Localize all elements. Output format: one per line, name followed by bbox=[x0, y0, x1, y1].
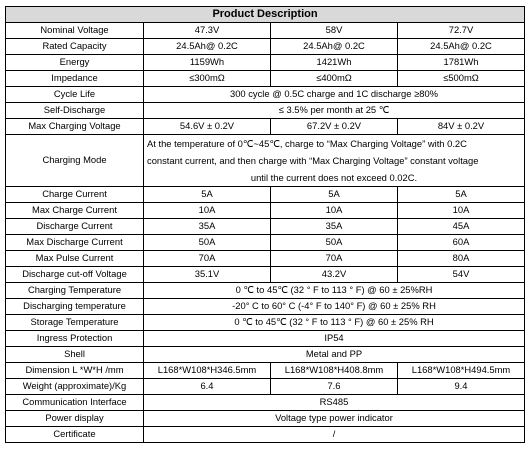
row-value: 10A bbox=[144, 203, 271, 219]
table-row bbox=[6, 267, 525, 283]
row-value-merged: ≤ 3.5% per month at 25 ℃ bbox=[144, 103, 525, 119]
table-row bbox=[6, 411, 525, 427]
row-value: 24.5Ah@ 0.2C bbox=[144, 39, 271, 55]
row-label: Storage Temperature bbox=[6, 315, 144, 331]
table-row bbox=[6, 23, 525, 39]
row-value: 54.6V ± 0.2V bbox=[144, 119, 271, 135]
table-row bbox=[6, 347, 525, 363]
row-value: 5A bbox=[144, 187, 271, 203]
table-row bbox=[6, 55, 525, 71]
row-value: 24.5Ah@ 0.2C bbox=[398, 39, 525, 55]
row-label: Nominal Voltage bbox=[6, 23, 144, 39]
row-value: 35.1V bbox=[144, 267, 271, 283]
row-value: 5A bbox=[271, 187, 398, 203]
row-label: Impedance bbox=[6, 71, 144, 87]
row-value: ≤400mΩ bbox=[271, 71, 398, 87]
row-value: 43.2V bbox=[271, 267, 398, 283]
charging-mode-line: At the temperature of 0℃~45℃, charge to “Max Charging Voltage” with 0.2C bbox=[147, 138, 467, 149]
row-label: Shell bbox=[6, 347, 144, 363]
row-label: Discharge cut-off Voltage bbox=[6, 267, 144, 283]
row-label: Power display bbox=[6, 411, 144, 427]
row-value-merged: IP54 bbox=[144, 331, 525, 347]
row-value: 1781Wh bbox=[398, 55, 525, 71]
table-body bbox=[6, 23, 525, 443]
row-value: L168*W108*H346.5mm bbox=[144, 363, 271, 379]
table-row bbox=[6, 395, 525, 411]
row-value: 10A bbox=[398, 203, 525, 219]
row-value: 10A bbox=[271, 203, 398, 219]
table-row bbox=[6, 87, 525, 103]
row-value: ≤500mΩ bbox=[398, 71, 525, 87]
row-label: Cycle Life bbox=[6, 87, 144, 103]
table-row bbox=[6, 203, 525, 219]
row-value: 80A bbox=[398, 251, 525, 267]
row-value: 24.5Ah@ 0.2C bbox=[271, 39, 398, 55]
row-value: 9.4 bbox=[398, 379, 525, 395]
table-row bbox=[6, 135, 525, 187]
table-row bbox=[6, 283, 525, 299]
table-row bbox=[6, 71, 525, 87]
row-label: Discharge Current bbox=[6, 219, 144, 235]
table-header-row bbox=[6, 7, 525, 23]
table-row bbox=[6, 427, 525, 443]
row-label: Certificate bbox=[6, 427, 144, 443]
row-label: Max Discharge Current bbox=[6, 235, 144, 251]
table-row bbox=[6, 379, 525, 395]
row-value: 45A bbox=[398, 219, 525, 235]
row-value: L168*W108*H408.8mm bbox=[271, 363, 398, 379]
row-value-merged: RS485 bbox=[144, 395, 525, 411]
table-row bbox=[6, 235, 525, 251]
table-row bbox=[6, 39, 525, 55]
row-value: 72.7V bbox=[398, 23, 525, 39]
row-value: 70A bbox=[144, 251, 271, 267]
table-row bbox=[6, 219, 525, 235]
charging-mode-line: constant current, and then charge with “Max Charging Voltage” constant voltage bbox=[147, 155, 479, 166]
table-row bbox=[6, 119, 525, 135]
row-value: 35A bbox=[271, 219, 398, 235]
row-value: 35A bbox=[144, 219, 271, 235]
row-value: L168*W108*H494.5mm bbox=[398, 363, 525, 379]
row-label: Weight (approximate)/Kg bbox=[6, 379, 144, 395]
table-row bbox=[6, 315, 525, 331]
row-value: 67.2V ± 0.2V bbox=[271, 119, 398, 135]
row-value: 50A bbox=[144, 235, 271, 251]
row-label: Communication Interface bbox=[6, 395, 144, 411]
row-label: Charging Temperature bbox=[6, 283, 144, 299]
row-value-merged: Metal and PP bbox=[144, 347, 525, 363]
row-label: Self-Discharge bbox=[6, 103, 144, 119]
row-value: 50A bbox=[271, 235, 398, 251]
row-value-merged: Voltage type power indicator bbox=[144, 411, 525, 427]
row-value: 58V bbox=[271, 23, 398, 39]
table-title: Product Description bbox=[6, 7, 525, 23]
row-value-merged: / bbox=[144, 427, 525, 443]
table-row bbox=[6, 331, 525, 347]
row-label: Discharging temperature bbox=[6, 299, 144, 315]
product-description-table bbox=[5, 6, 525, 443]
table-row bbox=[6, 251, 525, 267]
spec-table-container bbox=[5, 6, 524, 443]
row-value-merged: -20° C to 60° C (-4° F to 140° F) @ 60 ± 25% RH bbox=[144, 299, 525, 315]
row-label: Ingress Protection bbox=[6, 331, 144, 347]
row-value: 5A bbox=[398, 187, 525, 203]
row-value: 1159Wh bbox=[144, 55, 271, 71]
table-row bbox=[6, 103, 525, 119]
row-value: 84V ± 0.2V bbox=[398, 119, 525, 135]
charging-mode-description bbox=[144, 135, 525, 187]
table-row bbox=[6, 299, 525, 315]
row-value: ≤300mΩ bbox=[144, 71, 271, 87]
charging-mode-line: until the current does not exceed 0.02C. bbox=[250, 172, 418, 183]
row-label: Max Charging Voltage bbox=[6, 119, 144, 135]
row-value: 60A bbox=[398, 235, 525, 251]
row-label: Max Charge Current bbox=[6, 203, 144, 219]
row-label: Dimension L *W*H /mm bbox=[6, 363, 144, 379]
row-value: 7.6 bbox=[271, 379, 398, 395]
row-value: 70A bbox=[271, 251, 398, 267]
row-label: Rated Capacity bbox=[6, 39, 144, 55]
row-value: 47.3V bbox=[144, 23, 271, 39]
row-label: Charging Mode bbox=[6, 135, 144, 187]
row-value-merged: 0 ℃ to 45℃ (32 ° F to 113 ° F) @ 60 ± 25%RH bbox=[144, 283, 525, 299]
row-value: 1421Wh bbox=[271, 55, 398, 71]
row-value: 6.4 bbox=[144, 379, 271, 395]
row-label: Energy bbox=[6, 55, 144, 71]
row-label: Max Pulse Current bbox=[6, 251, 144, 267]
row-value: 54V bbox=[398, 267, 525, 283]
row-value-merged: 300 cycle @ 0.5C charge and 1C discharge ≥80% bbox=[144, 87, 525, 103]
table-row bbox=[6, 187, 525, 203]
row-value-merged: 0 ℃ to 45℃ (32 ° F to 113 ° F) @ 60 ± 25% RH bbox=[144, 315, 525, 331]
table-row bbox=[6, 363, 525, 379]
row-label: Charge Current bbox=[6, 187, 144, 203]
